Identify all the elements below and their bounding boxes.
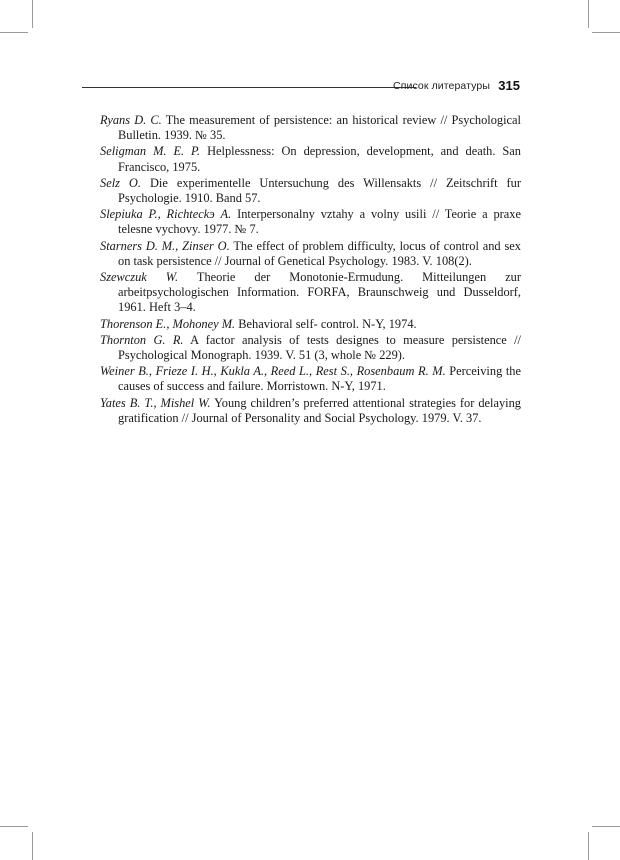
- reference-author: Thorenson E., Mohoney M.: [100, 316, 236, 331]
- reference-text: The measurement of persistence: an historical review // Psychological Bulletin. 1939. № 35.: [118, 113, 521, 143]
- reference-text: The effect of problem difficulty, locus of control and sex on task persistence // Journal of Genetical Psychology. 1983. V. 108(2).: [118, 238, 521, 268]
- reference-text: A factor analysis of tests designes to measure persistence // Psychological Monograph. 1939. V. 51 (3, whole № 229).: [118, 332, 521, 363]
- reference-item: [100, 270, 521, 316]
- reference-text: Interpersonalny vztahy a volny usili // Teorie a praxe telesne vychovy. 1977. № 7.: [118, 207, 521, 237]
- crop-mark: [0, 826, 28, 827]
- reference-item: [100, 239, 521, 269]
- reference-item: [100, 207, 521, 237]
- reference-item: [100, 113, 521, 143]
- crop-mark: [588, 0, 589, 28]
- crop-mark: [32, 832, 33, 860]
- reference-list: [100, 113, 521, 427]
- reference-author: Selz O.: [100, 175, 141, 190]
- reference-text: Perceiving the causes of success and failure. Morristown. N-Y, 1971.: [118, 364, 521, 394]
- reference-text: Young children’s preferred attentional strategies for delaying gratification // Journal of Personality and Social Psychology. 1979. V. 37.: [118, 395, 521, 425]
- reference-author: Yates B. T., Mishel W.: [100, 395, 211, 410]
- reference-author: Weiner B., Frieze I. H., Kukla A., Reed L., Rest S., Rosenbaum R. M.: [100, 364, 446, 379]
- reference-author: Thornton G. R.: [100, 332, 184, 347]
- crop-mark: [0, 32, 28, 33]
- reference-item: [100, 333, 521, 363]
- reference-author: Slepiuka P., Richteckэ A.: [100, 207, 232, 222]
- crop-mark: [588, 832, 589, 860]
- reference-author: Ryans D. C.: [100, 113, 162, 127]
- reference-text: Theorie der Monotonie-Ermudung. Mitteilungen zur arbeitpsychologischen Information. FORFA, Braunschweig und Dusseldorf, 1961. Heft 3–4.: [118, 270, 522, 315]
- crop-mark: [592, 826, 620, 827]
- reference-author: Szewczuk W.: [100, 270, 179, 285]
- reference-item: [100, 364, 521, 394]
- reference-text: Helplessness: On depression, development, and death. San Francisco, 1975.: [118, 144, 521, 174]
- reference-item: [100, 317, 521, 332]
- reference-text: Behavioral self- control. N-Y, 1974.: [238, 316, 417, 331]
- crop-mark: [592, 32, 620, 33]
- reference-text: Die experimentelle Untersuchung des Willensakts // Zeitschrift fur Psychologie. 1910. Band 57.: [118, 175, 522, 206]
- running-header: [82, 78, 520, 96]
- header-rule: [82, 87, 416, 88]
- crop-mark: [32, 0, 33, 28]
- reference-author: Starners D. M., Zinser O.: [100, 238, 230, 253]
- reference-item: [100, 144, 521, 174]
- reference-author: Seligman M. E. P.: [100, 144, 201, 159]
- page-number: 315: [498, 78, 520, 93]
- running-title: Список литературы: [393, 80, 490, 92]
- reference-item: [100, 396, 521, 426]
- reference-item: [100, 176, 521, 206]
